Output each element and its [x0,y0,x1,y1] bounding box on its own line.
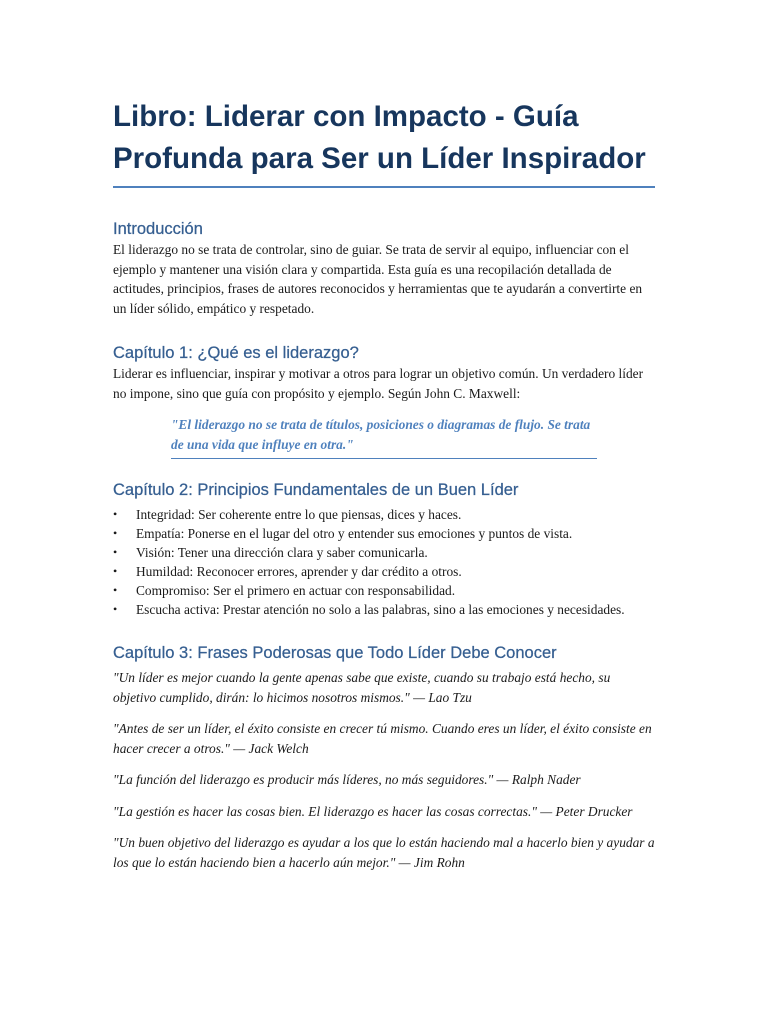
list-item [113,524,656,543]
chapter2-heading: Capítulo 2: Principios Fundamentales de un Buen Líder [113,481,519,499]
bullet-icon: • [113,602,118,616]
list-item-text: Visión: Tener una dirección clara y saber comunicarla. [136,545,428,560]
phrase-quote: "Un buen objetivo del liderazgo es ayudar a los que lo están haciendo mal a hacerlo bien y ayudar a los que lo están haciendo bien a hacerlo aún mejor." — Jim Rohn [113,835,655,870]
list-item-text: Escucha activa: Prestar atención no solo a las palabras, sino a las emociones y necesidades. [136,602,625,617]
chapter3-heading: Capítulo 3: Frases Poderosas que Todo Líder Debe Conocer [113,644,557,662]
phrase-quote: "Antes de ser un líder, el éxito consiste en crecer tú mismo. Cuando eres un líder, el éxito consiste en hacer crecer a otros." — Jack Welch [113,721,652,756]
phrases-section [113,668,656,872]
intro-heading: Introducción [113,220,203,238]
bullet-icon: • [113,583,118,597]
list-item [113,543,656,562]
list-item [113,581,656,600]
bullet-icon: • [113,526,118,540]
principles-list [113,505,656,619]
chapter1-heading: Capítulo 1: ¿Qué es el liderazgo? [113,344,359,362]
phrase-quote: "La función del liderazgo es producir más líderes, no más seguidores." — Ralph Nader [113,772,581,787]
maxwell-quote: "El liderazgo no se trata de títulos, posiciones o diagramas de flujo. Se trata de una vida que influye en otra." [171,417,591,452]
list-item [113,505,656,524]
list-item-text: Compromiso: Ser el primero en actuar con responsabilidad. [136,583,456,598]
list-item-text: Empatía: Ponerse en el lugar del otro y entender sus emociones y puntos de vista. [136,526,573,541]
bullet-icon: • [113,545,118,559]
list-item [113,600,656,619]
list-item [113,562,656,581]
document-title: Libro: Liderar con Impacto - Guía Profunda para Ser un Líder Inspirador [113,96,655,188]
phrase-quote: "Un líder es mejor cuando la gente apenas sabe que existe, cuando su trabajo está hecho, su objetivo cumplido, dirán: lo hicimos nosotros mismos." — Lao Tzu [113,670,611,705]
phrase-quote: "La gestión es hacer las cosas bien. El liderazgo es hacer las cosas correctas." — Peter Drucker [113,803,633,819]
list-item-text: Humildad: Reconocer errores, aprender y dar crédito a otros. [136,564,462,579]
chapter1-paragraph: Liderar es influenciar, inspirar y motivar a otros para lograr un objetivo común. Un verdadero líder no impone, sino que guía con propósito y ejemplo. Según John C. Maxwell: [113,366,644,401]
intro-paragraph: El liderazgo no se trata de controlar, sino de guiar. Se trata de servir al equipo, influenciar con el ejemplo y mantener una visión clara y compartida. Esta guía es una recopilación detallada de actitudes, principios, frases de autores reconocidos y herramientas que te ayudarán a convertirte en un líder sólido, empático y respetado. [113,242,643,316]
list-item-text: Integridad: Ser coherente entre lo que piensas, dices y haces. [136,507,462,522]
intense-quote [171,415,597,459]
bullet-icon: • [113,507,118,521]
bullet-icon: • [113,564,118,578]
